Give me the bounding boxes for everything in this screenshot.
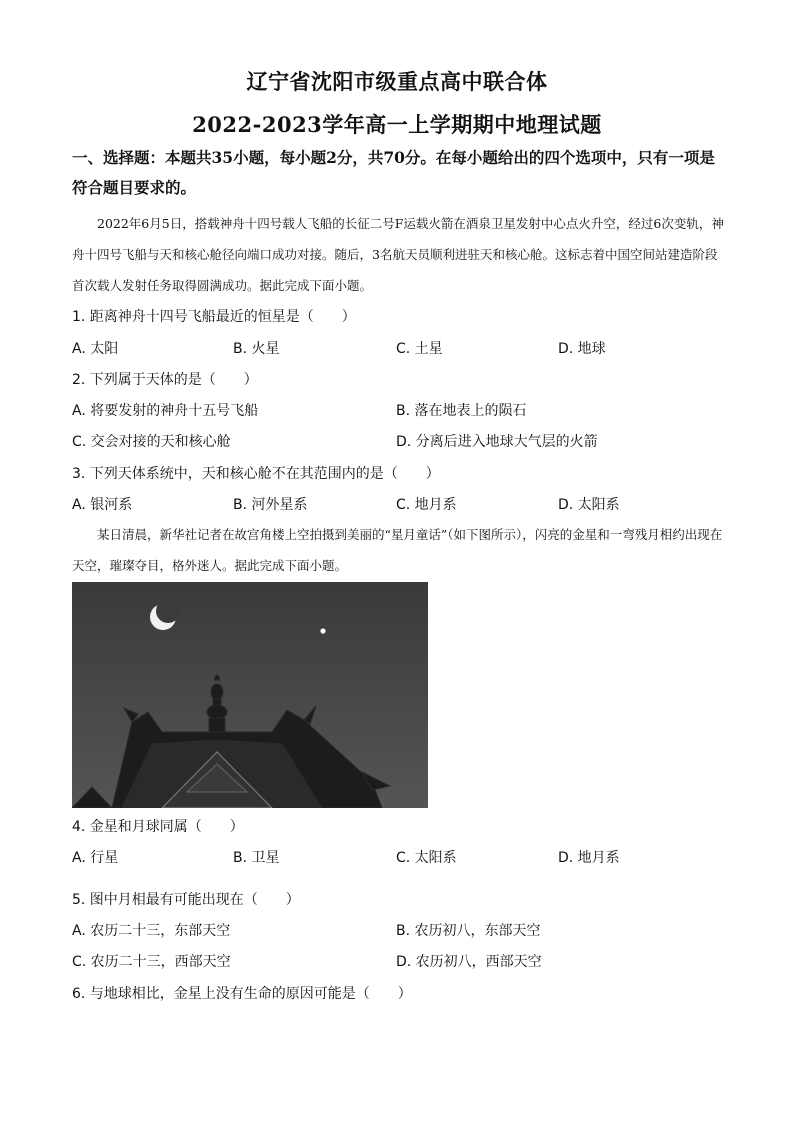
q2-option-b[interactable]: B. 落在地表上的陨石 <box>396 403 527 419</box>
question-4-stem: 4. 金星和月球同属（ ） <box>72 819 244 835</box>
question-5-stem: 5. 图中月相最有可能出现在（ ） <box>72 892 300 908</box>
q3-option-a[interactable]: A. 银河系 <box>72 497 133 513</box>
q1-option-a[interactable]: A. 太阳 <box>72 341 119 357</box>
crescent-moon-venus-palace-photo <box>72 582 428 808</box>
venus-star-icon <box>320 628 325 633</box>
q4-option-a[interactable]: A. 行星 <box>72 850 119 866</box>
q2-option-c[interactable]: C. 交会对接的天和核心舱 <box>72 434 231 450</box>
q5-option-a[interactable]: A. 农历二十三，东部天空 <box>72 923 231 939</box>
q5-option-d[interactable]: D. 农历初八，西部天空 <box>396 954 542 970</box>
question-3-stem: 3. 下列天体系统中，天和核心舱不在其范围内的是（ ） <box>72 466 440 482</box>
q1-option-b[interactable]: B. 火星 <box>233 341 280 357</box>
question-2-stem: 2. 下列属于天体的是（ ） <box>72 372 258 388</box>
q4-option-d[interactable]: D. 地月系 <box>558 850 620 866</box>
exam-title-line2: 2022-2023学年高一上学期期中地理试题 <box>192 112 602 137</box>
q3-option-b[interactable]: B. 河外星系 <box>233 497 308 513</box>
q4-option-b[interactable]: B. 卫星 <box>233 850 280 866</box>
exam-title-line1: 辽宁省沈阳市级重点高中联合体 <box>246 69 548 94</box>
q4-option-c[interactable]: C. 太阳系 <box>396 850 457 866</box>
q3-option-c[interactable]: C. 地月系 <box>396 497 457 513</box>
section-heading: 一、选择题：本题共35小题，每小题2分，共70分。在每小题给出的四个选项中，只有一项是符合题目要求的。 <box>72 148 715 197</box>
q5-option-b[interactable]: B. 农历初八，东部天空 <box>396 923 541 939</box>
q1-option-d[interactable]: D. 地球 <box>558 341 606 357</box>
q2-option-a[interactable]: A. 将要发射的神舟十五号飞船 <box>72 403 259 419</box>
q1-option-c[interactable]: C. 土星 <box>396 341 443 357</box>
passage-1: 2022年6月5日，搭载神舟十四号载人飞船的长征二号F运载火箭在酒泉卫星发射中心点火升空，经过6次变轨，神舟十四号飞船与天和核心舱径向端口成功对接。随后，3名航天员顺利进驻天和核心舱。这标志着中国空间站建造阶段首次载人发射任务取得圆满成功。据此完成下面小题。 <box>72 216 724 293</box>
q3-option-d[interactable]: D. 太阳系 <box>558 497 620 513</box>
q5-option-c[interactable]: C. 农历二十三，西部天空 <box>72 954 231 970</box>
q2-option-d[interactable]: D. 分离后进入地球大气层的火箭 <box>396 434 598 450</box>
question-1-stem: 1. 距离神舟十四号飞船最近的恒星是（ ） <box>72 309 356 325</box>
question-6-stem: 6. 与地球相比，金星上没有生命的原因可能是（ ） <box>72 986 412 1002</box>
passage-2: 某日清晨，新华社记者在故宫角楼上空拍摄到美丽的“星月童话”（如下图所示），闪亮的金星和一弯残月相约出现在天空，璀璨夺目，格外迷人。据此完成下面小题。 <box>72 527 723 573</box>
